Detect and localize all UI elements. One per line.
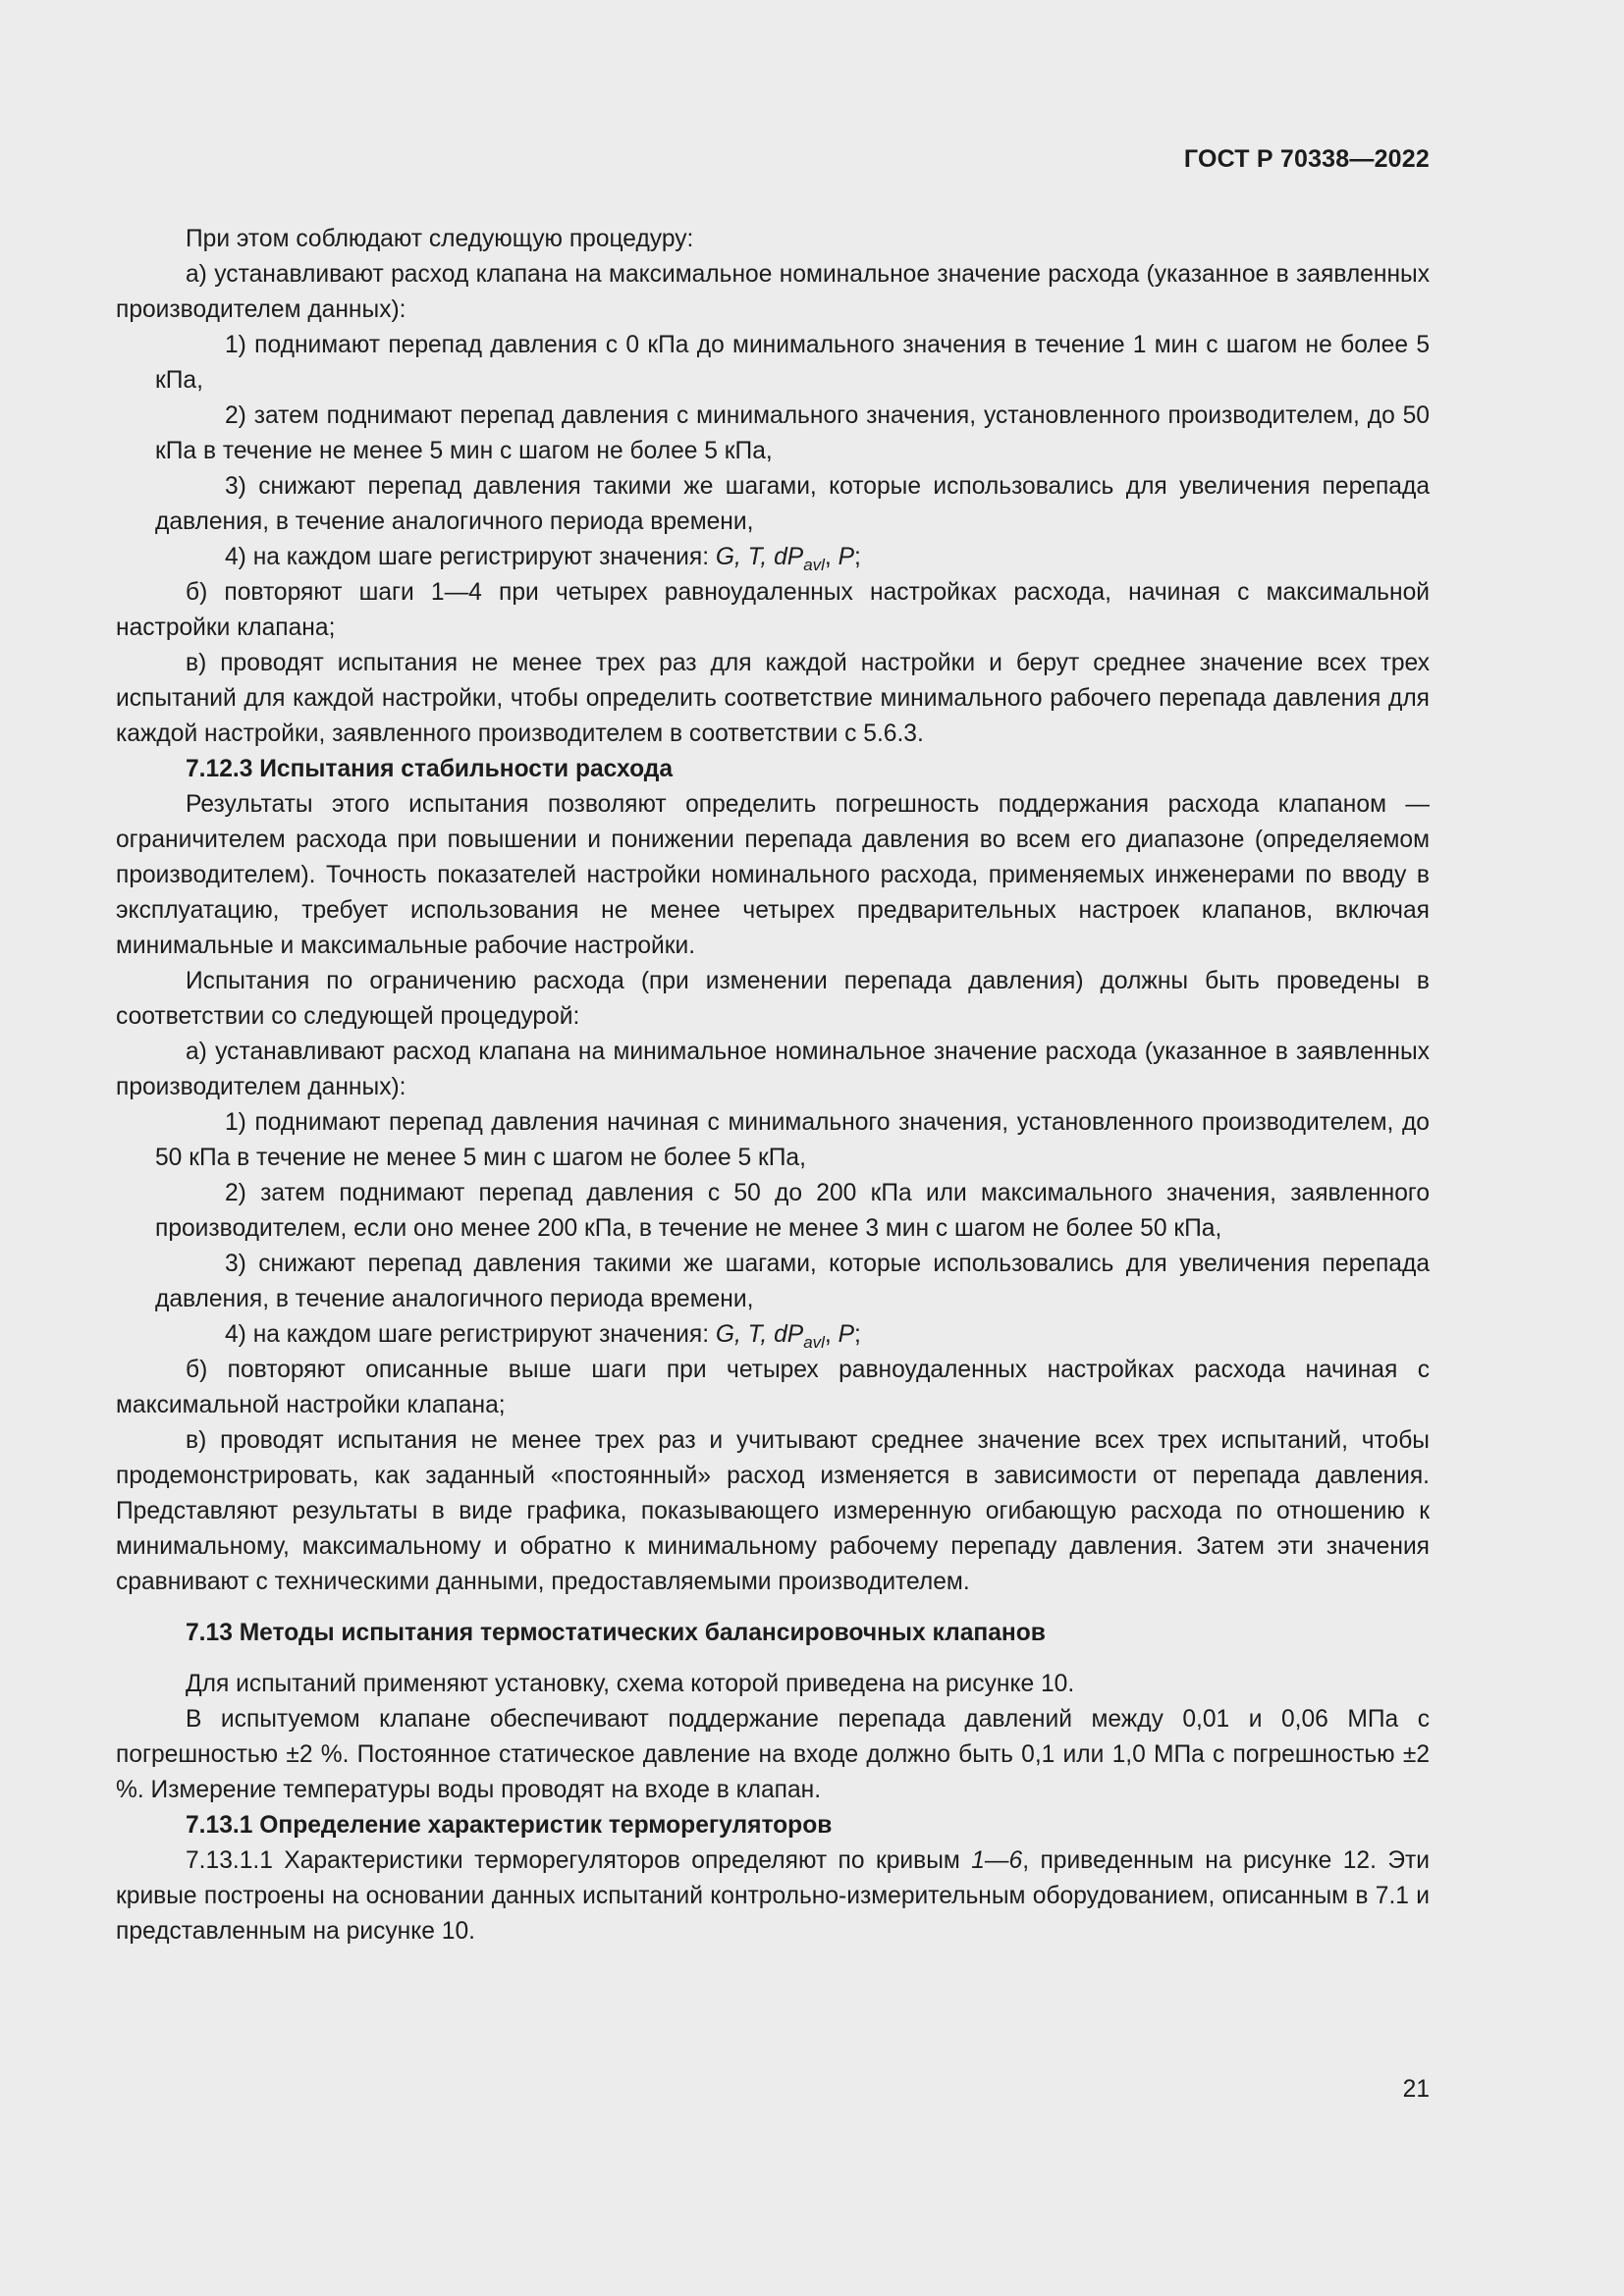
- formula-variables: G, T, dP: [715, 544, 804, 570]
- paragraph: 3) снижают перепад давления такими же шагами, которые использовались для увеличения перепада давления, в течение аналогичного периода времени,: [155, 1251, 1430, 1312]
- paragraph: 1) поднимают перепад давления начиная с минимального значения, установленного производителем, до 50 кПа в течение не менее 5 мин с шагом не более 5 кПа,: [155, 1109, 1430, 1171]
- page-number: 21: [1402, 2076, 1430, 2103]
- paragraph: Для испытаний применяют установку, схема которой приведена на рисунке 10.: [186, 1671, 1075, 1697]
- formula-separator: ,: [824, 544, 839, 570]
- paragraph: 2) затем поднимают перепад давления с 50 до 200 кПа или максимального значения, заявленного производителем, если оно менее 200 кПа, в течение не менее 3 мин с шагом не более 50 кПа,: [155, 1180, 1430, 1242]
- curve-reference: 1—6: [971, 1847, 1023, 1874]
- paragraph: в) проводят испытания не менее трех раз и учитывают среднее значение всех трех испытаний, чтобы продемонстрировать, как заданный «постоянный» расход изменяется в зависимости от перепада давления. Представляют результаты в виде графика, показывающего измеренную огибающую расхода по отношению к минимальному, максимальному и обратно к минимальному рабочему перепаду давления. Затем эти значения сравнивают с техническими данными, предоставляемыми производителем.: [116, 1427, 1430, 1595]
- formula-lead: 4) на каждом шаге регистрируют значения:: [225, 544, 716, 570]
- paragraph: 1) поднимают перепад давления с 0 кПа до минимального значения в течение 1 мин с шагом не более 5 кПа,: [155, 332, 1430, 394]
- paragraph: 2) затем поднимают перепад давления с минимального значения, установленного производителем, до 50 кПа в течение не менее 5 мин с шагом не более 5 кПа,: [155, 402, 1430, 464]
- section-heading: 7.13 Методы испытания термостатических балансировочных клапанов: [186, 1620, 1046, 1646]
- paragraph: б) повторяют шаги 1—4 при четырех равноудаленных настройках расхода, начиная с максимальной настройки клапана;: [116, 579, 1430, 641]
- formula-end: ;: [854, 544, 861, 570]
- paragraph: б) повторяют описанные выше шаги при четырех равноудаленных настройках расхода начиная с максимальной настройки клапана;: [116, 1357, 1430, 1418]
- paragraph-lead: 7.13.1.1 Характеристики терморегуляторов определяют по кривым: [186, 1847, 972, 1874]
- section-heading: 7.12.3 Испытания стабильности расхода: [186, 756, 674, 782]
- paragraph: [116, 1317, 1430, 1353]
- document-body: [116, 222, 1430, 1949]
- formula-lead: 4) на каждом шаге регистрируют значения:: [225, 1321, 716, 1348]
- paragraph: [116, 1843, 1430, 1949]
- paragraph: в) проводят испытания не менее трех раз для каждой настройки и берут среднее значение всех трех испытаний для каждой настройки, чтобы определить соответствие минимального рабочего перепада давления для каждой настройки, заявленного производителем в соответствии с 5.6.3.: [116, 650, 1430, 747]
- paragraph: а) устанавливают расход клапана на максимальное номинальное значение расхода (указанное в заявленных производителем данных):: [116, 261, 1430, 323]
- paragraph: а) устанавливают расход клапана на минимальное номинальное значение расхода (указанное в заявленных производителем данных):: [116, 1039, 1430, 1100]
- formula-separator: ,: [824, 1321, 839, 1348]
- formula-variable: P: [838, 1321, 854, 1348]
- paragraph: 3) снижают перепад давления такими же шагами, которые использовались для увеличения перепада давления, в течение аналогичного периода времени,: [155, 473, 1430, 535]
- formula-end: ;: [854, 1321, 861, 1348]
- paragraph: При этом соблюдают следующую процедуру:: [186, 226, 694, 252]
- paragraph: В испытуемом клапане обеспечивают поддержание перепада давлений между 0,01 и 0,06 МПа с погрешностью ±2 %. Постоянное статическое давление на входе должно быть 0,1 или 1,0 МПа с погрешностью ±2 %. Измерение температуры воды проводят на входе в клапан.: [116, 1706, 1430, 1803]
- paragraph-rest: , приведенным на рисунке 12. Эти кривые построены на основании данных испытаний контрольно-измерительным оборудованием, описанным в 7.1 и представленным на рисунке 10.: [116, 1847, 1431, 1945]
- formula-variable: P: [838, 544, 854, 570]
- paragraph: [116, 540, 1430, 575]
- paragraph: Результаты этого испытания позволяют определить погрешность поддержания расхода клапаном — ограничителем расхода при повышении и понижении перепада давления во всем его диапазоне (определяемом производителем). Точность показателей настройки номинального расхода, применяемых инженерами по вводу в эксплуатацию, требует использования не менее четырех предварительных настроек клапанов, включая минимальные и максимальные рабочие настройки.: [116, 791, 1430, 959]
- formula-variables: G, T, dP: [715, 1321, 804, 1348]
- document-header: ГОСТ Р 70338—2022: [1183, 145, 1430, 173]
- formula-subscript: avl: [803, 1333, 825, 1352]
- paragraph: Испытания по ограничению расхода (при изменении перепада давления) должны быть проведены в соответствии со следующей процедурой:: [116, 968, 1430, 1030]
- section-heading: 7.13.1 Определение характеристик терморегуляторов: [186, 1812, 833, 1839]
- formula-subscript: avl: [803, 556, 825, 574]
